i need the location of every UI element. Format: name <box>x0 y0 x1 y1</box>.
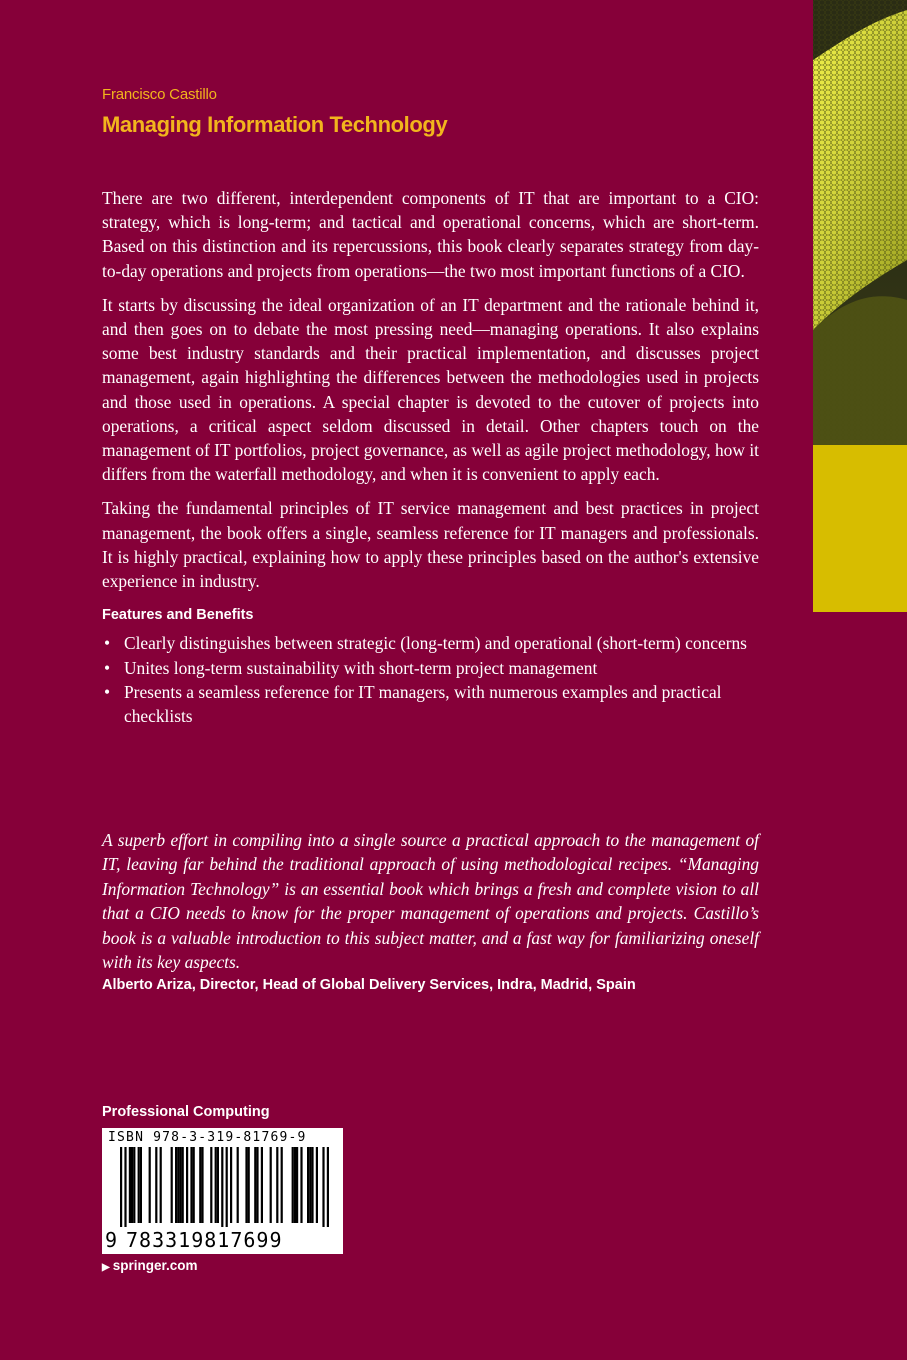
feature-item <box>102 656 759 680</box>
barcode-bar <box>210 1147 212 1223</box>
bullet-icon: • <box>104 657 111 678</box>
description-paragraph-3: Taking the fundamental principles of IT service management and best practices in project management, the book offers a single, seamless reference for IT managers and professionals. It is highly practical, explaining how to apply these principles based on the author's extensive experience in industry. <box>102 498 759 592</box>
barcode-bar <box>270 1147 272 1223</box>
barcode-bar <box>129 1147 131 1223</box>
book-title: Managing Information Technology <box>102 112 448 137</box>
review-attribution: Alberto Ariza, Director, Head of Global Delivery Services, Indra, Madrid, Spain <box>102 977 636 994</box>
barcode-bar <box>311 1147 313 1223</box>
barcode-bars <box>102 1147 343 1227</box>
publisher-url: springer.com <box>112 1258 198 1273</box>
barcode-bar <box>322 1147 324 1227</box>
barcode-bar <box>124 1147 126 1227</box>
barcode-bar <box>201 1147 203 1223</box>
barcode-bar <box>133 1147 135 1223</box>
barcode-bar <box>296 1147 298 1223</box>
isbn-text: ISBN 978-3-319-81769-9 <box>108 1130 307 1145</box>
feature-text: Presents a seamless reference for IT managers, with numerous examples and practical checklists <box>124 681 722 727</box>
review-quote <box>102 828 759 996</box>
barcode-bar <box>193 1147 195 1223</box>
mesh-surface-illustration <box>813 0 907 612</box>
barcode-first-digit: 9 <box>105 1228 118 1252</box>
barcode-bar <box>217 1147 219 1223</box>
barcode-bar <box>221 1147 223 1227</box>
barcode-bar <box>215 1147 217 1223</box>
features-heading: Features and Benefits <box>102 607 254 624</box>
cover-art-strip <box>813 0 907 612</box>
barcode-digits: 783319817699 <box>126 1228 283 1252</box>
feature-text: Clearly distinguishes between strategic (long-term) and operational (short-term) concerns <box>124 633 747 654</box>
barcode-bar <box>149 1147 151 1223</box>
barcode-bar <box>294 1147 296 1223</box>
barcode-bar <box>281 1147 283 1223</box>
bullet-icon: • <box>104 633 111 654</box>
barcode-bar <box>131 1147 133 1223</box>
barcode-bar <box>245 1147 247 1223</box>
barcode-bar <box>230 1147 232 1223</box>
play-arrow-icon: ▶ <box>102 1262 110 1273</box>
barcode-bar <box>292 1147 294 1223</box>
barcode-bar <box>186 1147 188 1223</box>
series-name: Professional Computing <box>102 1104 270 1120</box>
description-paragraph-1: There are two different, interdependent components of IT that are important to a CIO: strategy, which is long-term; and tactical and operational concerns, which are short-term. Based on this distinction and its repercussions, this book clearly separates strategy from day-to-day operations and projects from operations—the two most important functions of a CIO. <box>102 188 759 281</box>
author-name: Francisco Castillo <box>102 86 217 103</box>
barcode-bar <box>182 1147 184 1223</box>
bullet-icon: • <box>104 681 111 702</box>
barcode-bar <box>179 1147 181 1223</box>
feature-item <box>102 680 759 728</box>
barcode-bar <box>190 1147 192 1223</box>
barcode-bar <box>309 1147 311 1223</box>
barcode-bar <box>327 1147 329 1227</box>
barcode-bar <box>226 1147 228 1227</box>
book-description <box>102 186 759 728</box>
barcode-bar <box>160 1147 162 1223</box>
barcode-bar <box>155 1147 157 1223</box>
feature-text: Unites long-term sustainability with short-term project management <box>124 657 598 678</box>
barcode-bar <box>316 1147 318 1223</box>
barcode-bar <box>171 1147 173 1223</box>
barcode-bar <box>248 1147 250 1223</box>
barcode-bar <box>256 1147 258 1223</box>
barcode-bar <box>237 1147 239 1223</box>
barcode-bar <box>199 1147 201 1223</box>
barcode-bar <box>120 1147 122 1227</box>
features-list <box>102 631 759 728</box>
description-paragraph-2: It starts by discussing the ideal organization of an IT department and the rationale behind it, and then goes on to debate the most pressing need—managing operations. It also explains some best industry standards and their practical implementation, and discusses project management, again highlighting the differences between the methodologies used in projects and those used in operations. A special chapter is devoted to the cutover of projects into operations, a critical aspect seldom discussed in detail. Other chapters touch on the management of IT portfolios, project governance, as well as agile project methodology, how it differs from the waterfall methodology, and when it is convenient to apply each. <box>102 294 759 485</box>
publisher-link[interactable] <box>102 1258 197 1273</box>
barcode-bar <box>138 1147 140 1223</box>
barcode-bar <box>307 1147 309 1223</box>
barcode-bar <box>254 1147 256 1223</box>
barcode-bar <box>177 1147 179 1223</box>
review-text: A superb effort in compiling into a single source a practical approach to the management of IT, leaving far behind the traditional approach of using methodological recipes. “Managing Information Technology” is an essential book which brings a fresh and complete vision to all that a CIO needs to know for the proper management of operations and projects. Castillo’s book is a valuable introduction to this subject matter, and a fast way for familiarizing oneself with its key aspects. <box>102 830 759 973</box>
isbn-barcode <box>102 1128 343 1254</box>
barcode-bar <box>300 1147 302 1223</box>
barcode-bar <box>140 1147 142 1223</box>
barcode-bar <box>261 1147 263 1223</box>
feature-item <box>102 631 759 655</box>
barcode-bar <box>175 1147 177 1223</box>
barcode-bar <box>276 1147 278 1223</box>
